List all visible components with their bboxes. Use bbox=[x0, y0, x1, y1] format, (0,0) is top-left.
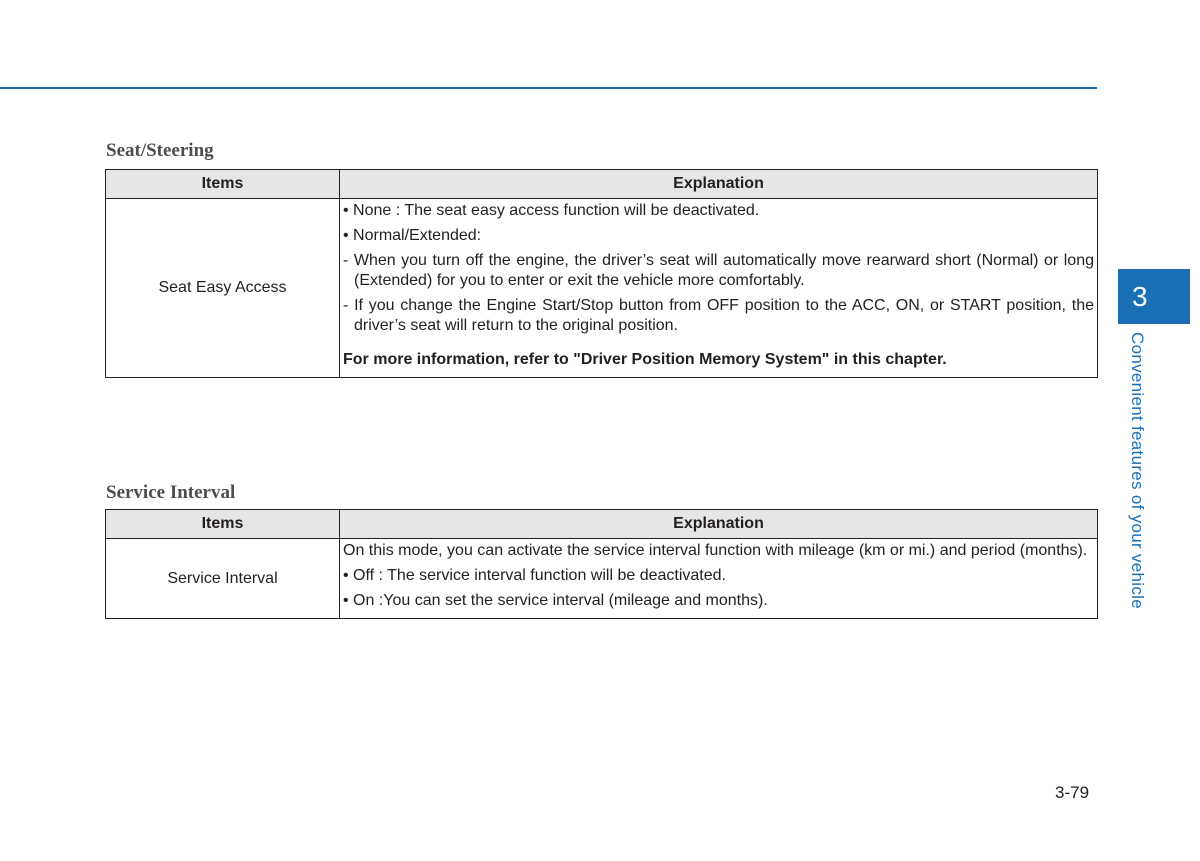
seat-steering-table bbox=[105, 169, 1098, 378]
table-row bbox=[106, 539, 1098, 619]
explanation-cell bbox=[340, 199, 1098, 378]
page-number: 3-79 bbox=[1055, 783, 1090, 802]
section-title-seat-steering: Seat/Steering bbox=[106, 140, 214, 161]
table-header-row bbox=[106, 170, 1098, 199]
explanation-line: On this mode, you can activate the service interval function with mileage (km or mi.) and period (months). bbox=[343, 542, 1088, 559]
explanation-line: • None : The seat easy access function will be deactivated. bbox=[343, 202, 760, 219]
explanation-line: - If you change the Engine Start/Stop button from OFF position to the ACC, ON, or START position, the driver’s seat will return to the original position. bbox=[343, 297, 1094, 334]
explanation-note: For more information, refer to "Driver Position Memory System" in this chapter. bbox=[343, 351, 947, 368]
explanation-line: • Off : The service interval function will be deactivated. bbox=[343, 567, 726, 584]
explanation-line: • Normal/Extended: bbox=[343, 227, 482, 244]
table-header-row bbox=[106, 510, 1098, 539]
explanation-cell bbox=[340, 539, 1098, 619]
chapter-caption: Convenient features of your vehicle bbox=[1128, 332, 1147, 609]
explanation-line: - When you turn off the engine, the driver’s seat will automatically move rearward short (Normal) or long (Extended) for you to enter or exit the vehicle more comfortably. bbox=[343, 252, 1094, 289]
header-explanation: Explanation bbox=[340, 510, 1098, 539]
header-items: Items bbox=[106, 510, 340, 539]
table-row bbox=[106, 199, 1098, 378]
explanation-line: • On :You can set the service interval (mileage and months). bbox=[343, 592, 768, 609]
top-rule bbox=[0, 87, 1097, 89]
service-interval-table bbox=[105, 509, 1098, 619]
item-cell: Seat Easy Access bbox=[106, 199, 340, 378]
chapter-tab: 3 bbox=[1118, 269, 1190, 324]
section-title-service-interval: Service Interval bbox=[106, 482, 236, 503]
item-cell: Service Interval bbox=[106, 539, 340, 619]
header-explanation: Explanation bbox=[340, 170, 1098, 199]
header-items: Items bbox=[106, 170, 340, 199]
